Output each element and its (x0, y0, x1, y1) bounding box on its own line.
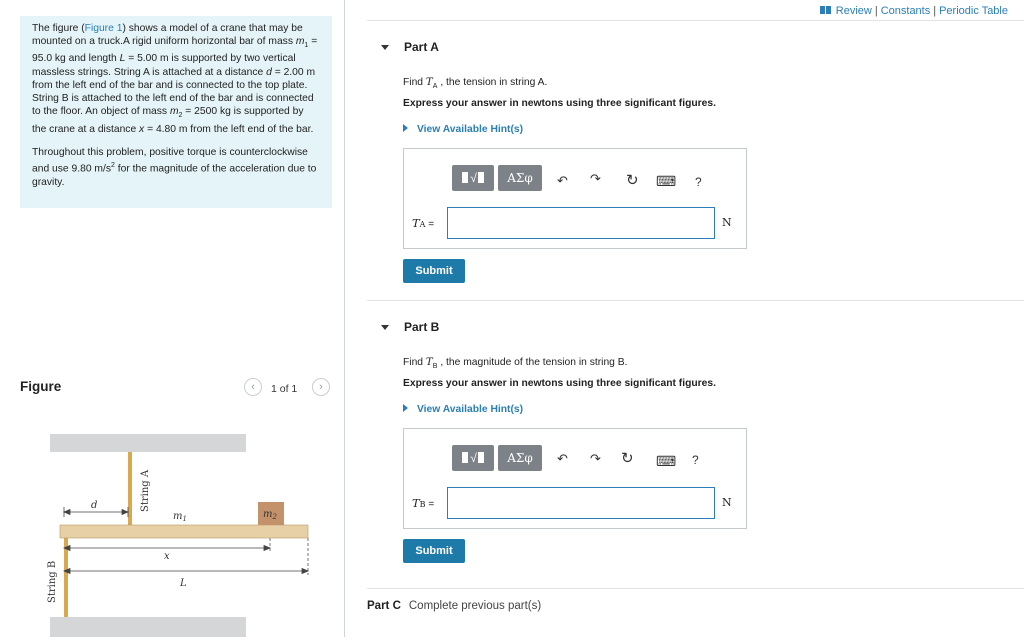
review-icon (820, 6, 831, 14)
left-pane (0, 0, 344, 637)
problem-text: = 5.00 m is supported by two vertical massless strings. String A is attached at a distance (32, 53, 296, 78)
keyboard-icon[interactable]: ⌨ (656, 173, 677, 189)
top-plate (50, 434, 246, 452)
hint-label: View Available Hint(s) (417, 404, 524, 415)
periodic-table-link[interactable]: Periodic Table (939, 5, 1008, 17)
x-dimension (64, 546, 270, 551)
problem-text: The figure ( (32, 23, 85, 34)
link-separator: | (874, 5, 878, 17)
crane-diagram (20, 420, 332, 637)
part-b-submit-button[interactable]: Submit (403, 539, 465, 563)
part-b-answer-input[interactable] (447, 487, 715, 519)
problem-text: Throughout this problem, positive torque is counterclockwise and use 9.80 m/s (32, 146, 308, 175)
template-box-icon (478, 452, 484, 463)
part-b-section (367, 300, 1024, 590)
string-b-label: String B (47, 560, 58, 603)
problem-text: = 4.80 m from the left end of the bar. (144, 123, 314, 135)
part-a-instructions: Express your answer in newtons using three significant figures. (403, 98, 716, 109)
part-a-submit-button[interactable]: Submit (403, 259, 465, 283)
undo-icon[interactable]: ↶ (557, 451, 568, 466)
m1-symbol: m (295, 36, 305, 48)
help-icon[interactable]: ? (695, 175, 702, 189)
figure-next-button[interactable]: › (312, 378, 330, 396)
part-c-section (367, 600, 541, 612)
reset-icon[interactable]: ↻ (626, 172, 639, 189)
part-b-answer-label: TB = (412, 496, 435, 510)
part-b-instructions: Express your answer in newtons using three significant figures. (403, 378, 716, 389)
figure-link[interactable]: Figure 1 (84, 23, 123, 34)
keyboard-icon[interactable]: ⌨ (656, 453, 677, 469)
part-b-toolbar (404, 429, 746, 483)
part-a-hint-link[interactable] (403, 124, 523, 135)
part-b-rule (367, 300, 1024, 301)
part-b-title[interactable]: Part B (404, 320, 440, 334)
reset-icon[interactable]: ↻ (621, 450, 634, 467)
undo-icon[interactable]: ↶ (557, 173, 568, 188)
problem-text: = 2.00 m from the left end of the bar and is connected to the top plate. String B is attached to the left end of the bar and is connected to the floor. An object of mass (32, 66, 316, 118)
x-label: x (164, 551, 170, 562)
part-a-section (367, 20, 1024, 300)
problem-statement (20, 16, 332, 208)
greek-symbols-button[interactable]: ΑΣφ (498, 165, 542, 191)
right-pane (345, 0, 1024, 637)
template-box-icon (462, 172, 468, 183)
figure-title: Figure (20, 379, 62, 394)
part-a-toolbar (404, 149, 746, 203)
string-a-label: String A (140, 469, 151, 512)
part-a-unit: N (722, 216, 732, 229)
part-a-answer-label: TA = (412, 216, 435, 230)
d-label: d (91, 500, 98, 511)
problem-paragraph-1: The figure (Figure 1) shows a model of a crane that may be mounted on a truck.A rigid uniform horizontal bar of mass $m_1 = 95.0$ kg and length L = 5.00 m is supported by two vertical massless strings. String A is attached at a distance d = 2.00 m from the left end of the bar and is connected to the top plate. String B is attached to the left end of the bar and is connected to the floor. An object of mass $m_2 = 2500$ kg is supported by the crane at a distance x = 4.80 m from the left end of the bar. (32, 23, 318, 135)
help-icon[interactable]: ? (692, 453, 699, 467)
template-sqrt-button[interactable] (452, 445, 494, 471)
template-box-icon (478, 172, 484, 183)
L-symbol: L (119, 53, 126, 65)
m2-symbol: m (169, 106, 179, 118)
part-a-rule (367, 20, 1024, 21)
part-c-label: Part C (367, 600, 401, 612)
sqrt-icon: √ (470, 451, 477, 465)
problem-text: for the magnitude of the acceleration due to gravity. (32, 163, 317, 188)
problem-text: = 95.0 kg and length (32, 36, 318, 65)
x-symbol: x (139, 123, 145, 135)
header-links (820, 5, 1008, 17)
figure-pager: 1 of 1 (271, 383, 298, 395)
crane-figure (20, 420, 332, 637)
figure-prev-button[interactable]: ‹ (244, 378, 262, 396)
d-symbol: d (266, 66, 272, 78)
problem-paragraph-2: Throughout this problem, positive torque is counterclockwise and use 9.80 $m/s^2$ for the magnitude of the acceleration due to gravity. (32, 146, 317, 188)
part-b-hint-link[interactable] (403, 404, 523, 415)
part-c-status: Complete previous part(s) (408, 600, 542, 612)
hint-expand-icon (403, 404, 408, 412)
part-b-unit: N (722, 496, 732, 509)
greek-symbols-button[interactable]: ΑΣφ (498, 445, 542, 471)
problem-text: = 2500 kg is supported by the crane at a distance (32, 106, 304, 135)
redo-icon[interactable]: ↷ (590, 451, 601, 466)
L-dimension (64, 569, 308, 574)
part-b-collapse-caret[interactable] (381, 325, 389, 330)
part-a-question: Find $T_A$ , the tension in string A. (403, 76, 548, 91)
template-box-icon (462, 452, 468, 463)
redo-icon[interactable]: ↷ (590, 171, 601, 186)
figure-header (20, 378, 332, 398)
m1-label: $m_1$ (173, 511, 187, 523)
part-c-rule (367, 588, 1024, 589)
horizontal-bar (60, 525, 308, 538)
floor-plate (50, 617, 246, 637)
hint-expand-icon (403, 124, 408, 132)
part-b-question: Find $T_B$ , the magnitude of the tension in string B. (403, 356, 628, 371)
problem-text: ) shows a model of a crane that may be mounted on a truck.A rigid uniform horizontal bar of mass (32, 23, 303, 48)
part-a-title[interactable]: Part A (404, 40, 439, 54)
L-label: L (180, 578, 187, 589)
part-a-answer-input[interactable] (447, 207, 715, 239)
string-a (128, 452, 132, 526)
hint-label: View Available Hint(s) (417, 124, 524, 135)
link-separator: | (933, 5, 937, 17)
constants-link[interactable]: Constants (880, 5, 931, 17)
part-a-answer-box (403, 148, 747, 249)
template-sqrt-button[interactable] (452, 165, 494, 191)
part-a-collapse-caret[interactable] (381, 45, 389, 50)
m2-label: $m_2$ (263, 509, 277, 521)
sqrt-icon: √ (470, 171, 477, 185)
review-link[interactable]: Review (835, 5, 872, 17)
part-b-answer-box (403, 428, 747, 529)
